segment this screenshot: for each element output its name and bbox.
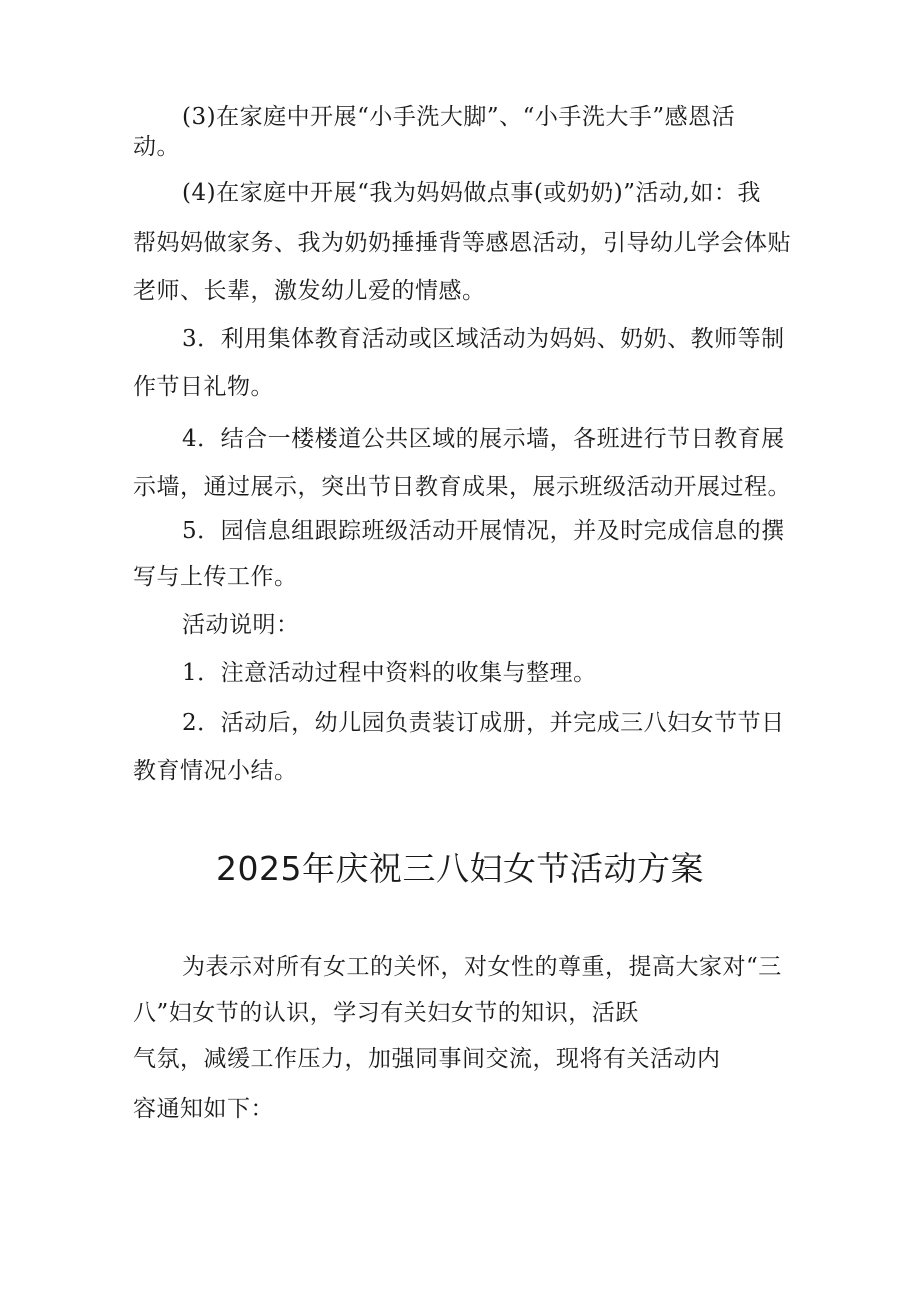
intro-line-2: 八”妇女节的认识，学习有关妇女节的知识，活跃 [133, 1000, 639, 1026]
intro-line-3: 气氛，减缓工作压力，加强同事间交流，现将有关活动内 [133, 1046, 721, 1072]
item-3-line-1: 3．利用集体教育活动或区域活动为妈妈、奶奶、教师等制 [182, 326, 785, 352]
note-2-line-1: 2．活动后，幼儿园负责装订成册，并完成三八妇女节节日 [182, 710, 785, 736]
document-title: 2025年庆祝三八妇女节活动方案 [216, 849, 704, 888]
item-5-line-1: 5．园信息组跟踪班级活动开展情况，并及时完成信息的撰 [182, 518, 785, 544]
item-4-line-2: 示墙，通过展示，突出节日教育成果，展示班级活动开展过程。 [133, 474, 791, 500]
note-2-line-2: 教育情况小结。 [133, 758, 298, 784]
paragraph-4-line-3: 老师、长辈，激发幼儿爱的情感。 [133, 278, 486, 304]
intro-line-4: 容通知如下： [133, 1096, 274, 1122]
note-1: 1．注意活动过程中资料的收集与整理。 [182, 660, 597, 686]
notes-heading: 活动说明： [182, 612, 300, 638]
paragraph-3-line-1: (3)在家庭中开展“小手洗大脚”、“小手洗大手”感恩活 [182, 104, 736, 130]
item-4-line-1: 4．结合一楼楼道公共区域的展示墙，各班进行节日教育展 [182, 426, 785, 452]
intro-line-1: 为表示对所有女工的关怀，对女性的尊重，提高大家对“三 [182, 954, 782, 980]
paragraph-4-line-1: (4)在家庭中开展“我为妈妈做点事(或奶奶)”活动,如：我 [182, 180, 761, 206]
paragraph-4-line-2: 帮妈妈做家务、我为奶奶捶捶背等感恩活动，引导幼儿学会体贴 [133, 230, 791, 256]
item-3-line-2: 作节日礼物。 [133, 374, 274, 400]
paragraph-3-line-2: 动。 [133, 134, 180, 160]
item-5-line-2: 写与上传工作。 [133, 564, 298, 590]
